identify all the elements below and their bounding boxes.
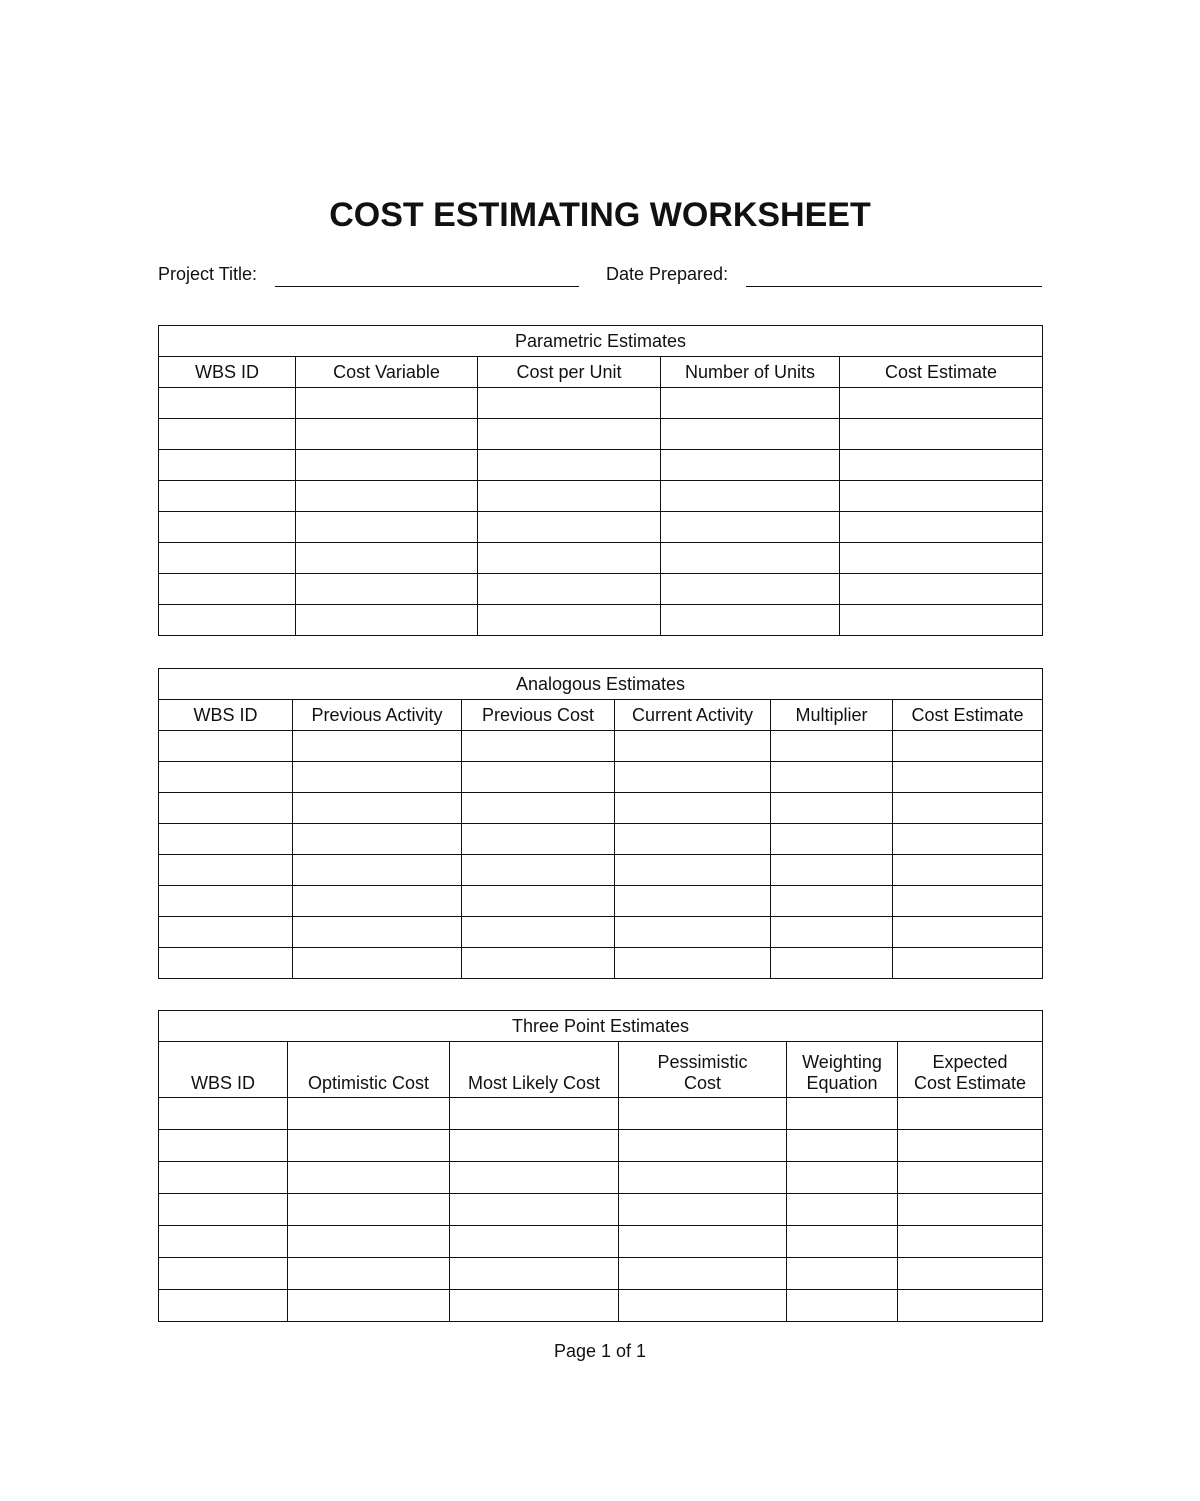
entry-cell[interactable] (478, 543, 661, 574)
column-header: Current Activity (615, 700, 771, 731)
entry-cell[interactable] (159, 855, 293, 886)
entry-cell[interactable] (898, 1226, 1043, 1258)
entry-cell[interactable] (787, 1290, 898, 1322)
entry-cell[interactable] (771, 824, 893, 855)
entry-cell[interactable] (159, 731, 293, 762)
entry-cell[interactable] (293, 948, 462, 979)
entry-cell[interactable] (898, 1098, 1043, 1130)
entry-cell[interactable] (771, 762, 893, 793)
entry-cell[interactable] (288, 1290, 450, 1322)
entry-cell[interactable] (293, 855, 462, 886)
column-header: Previous Cost (462, 700, 615, 731)
project-title-field[interactable] (275, 286, 579, 287)
column-header: Pessimistic Cost (619, 1042, 787, 1098)
entry-cell[interactable] (840, 388, 1043, 419)
entry-cell[interactable] (462, 793, 615, 824)
entry-cell[interactable] (661, 450, 840, 481)
column-header: WBS ID (159, 357, 296, 388)
table-row (159, 512, 1043, 543)
table-row (159, 574, 1043, 605)
date-prepared-field[interactable] (746, 286, 1042, 287)
entry-cell[interactable] (159, 1098, 288, 1130)
entry-cell[interactable] (661, 605, 840, 636)
entry-cell[interactable] (296, 605, 478, 636)
table-row (159, 419, 1043, 450)
entry-cell[interactable] (898, 1290, 1043, 1322)
entry-cell[interactable] (159, 605, 296, 636)
entry-cell[interactable] (478, 512, 661, 543)
entry-cell[interactable] (159, 512, 296, 543)
entry-cell[interactable] (478, 574, 661, 605)
entry-cell[interactable] (159, 762, 293, 793)
entry-cell[interactable] (893, 824, 1043, 855)
table-row (159, 824, 1043, 855)
entry-cell[interactable] (898, 1258, 1043, 1290)
parametric-caption: Parametric Estimates (159, 326, 1043, 357)
entry-cell[interactable] (159, 1130, 288, 1162)
entry-cell[interactable] (771, 886, 893, 917)
column-header: Cost Estimate (840, 357, 1043, 388)
entry-cell[interactable] (661, 481, 840, 512)
entry-cell[interactable] (288, 1130, 450, 1162)
entry-cell[interactable] (159, 1194, 288, 1226)
entry-cell[interactable] (450, 1130, 619, 1162)
entry-cell[interactable] (288, 1098, 450, 1130)
entry-cell[interactable] (619, 1098, 787, 1130)
entry-cell[interactable] (159, 481, 296, 512)
entry-cell[interactable] (462, 948, 615, 979)
analogous-caption: Analogous Estimates (159, 669, 1043, 700)
entry-cell[interactable] (462, 855, 615, 886)
column-header: Cost per Unit (478, 357, 661, 388)
table-row (159, 762, 1043, 793)
entry-cell[interactable] (296, 543, 478, 574)
entry-cell[interactable] (840, 512, 1043, 543)
entry-cell[interactable] (615, 824, 771, 855)
entry-cell[interactable] (840, 543, 1043, 574)
column-header: Weighting Equation (787, 1042, 898, 1098)
entry-cell[interactable] (615, 762, 771, 793)
table-row (159, 605, 1043, 636)
entry-cell[interactable] (296, 574, 478, 605)
entry-cell[interactable] (462, 824, 615, 855)
entry-cell[interactable] (159, 917, 293, 948)
entry-cell[interactable] (619, 1290, 787, 1322)
entry-cell[interactable] (296, 481, 478, 512)
entry-cell[interactable] (288, 1162, 450, 1194)
entry-cell[interactable] (840, 574, 1043, 605)
entry-cell[interactable] (293, 762, 462, 793)
entry-cell[interactable] (840, 450, 1043, 481)
entry-cell[interactable] (661, 512, 840, 543)
entry-cell[interactable] (159, 543, 296, 574)
table-row (159, 1226, 1043, 1258)
table-row (159, 793, 1043, 824)
entry-cell[interactable] (450, 1194, 619, 1226)
entry-cell[interactable] (619, 1194, 787, 1226)
entry-cell[interactable] (615, 948, 771, 979)
entry-cell[interactable] (478, 450, 661, 481)
entry-cell[interactable] (159, 1226, 288, 1258)
entry-cell[interactable] (159, 824, 293, 855)
analogous-estimates-table (158, 668, 1043, 979)
entry-cell[interactable] (159, 388, 296, 419)
entry-cell[interactable] (619, 1130, 787, 1162)
entry-cell[interactable] (159, 574, 296, 605)
table-row (159, 543, 1043, 574)
entry-cell[interactable] (893, 731, 1043, 762)
entry-cell[interactable] (478, 419, 661, 450)
entry-cell[interactable] (619, 1226, 787, 1258)
entry-cell[interactable] (893, 948, 1043, 979)
entry-cell[interactable] (787, 1162, 898, 1194)
table-row (159, 886, 1043, 917)
entry-cell[interactable] (293, 793, 462, 824)
entry-cell[interactable] (893, 886, 1043, 917)
entry-cell[interactable] (293, 824, 462, 855)
page-number: Page 1 of 1 (553, 1341, 647, 1361)
entry-cell[interactable] (288, 1226, 450, 1258)
column-header: Cost Variable (296, 357, 478, 388)
entry-cell[interactable] (462, 762, 615, 793)
table-row (159, 1162, 1043, 1194)
entry-cell[interactable] (296, 512, 478, 543)
entry-cell[interactable] (293, 886, 462, 917)
entry-cell[interactable] (615, 731, 771, 762)
entry-cell[interactable] (159, 450, 296, 481)
entry-cell[interactable] (661, 388, 840, 419)
parametric-estimates-table (158, 325, 1043, 636)
table-row (159, 917, 1043, 948)
entry-cell[interactable] (787, 1098, 898, 1130)
table-row (159, 1098, 1043, 1130)
entry-cell[interactable] (478, 605, 661, 636)
entry-cell[interactable] (787, 1194, 898, 1226)
date-prepared-label: Date Prepared: (606, 264, 729, 284)
column-header: Cost Estimate (893, 700, 1043, 731)
entry-cell[interactable] (898, 1194, 1043, 1226)
entry-cell[interactable] (296, 388, 478, 419)
entry-cell[interactable] (840, 481, 1043, 512)
entry-cell[interactable] (288, 1194, 450, 1226)
column-header: Multiplier (771, 700, 893, 731)
entry-cell[interactable] (450, 1226, 619, 1258)
entry-cell[interactable] (293, 731, 462, 762)
entry-cell[interactable] (898, 1162, 1043, 1194)
column-header: Previous Activity (293, 700, 462, 731)
entry-cell[interactable] (893, 793, 1043, 824)
entry-cell[interactable] (615, 917, 771, 948)
table-row (159, 1258, 1043, 1290)
entry-cell[interactable] (450, 1098, 619, 1130)
entry-cell[interactable] (462, 917, 615, 948)
entry-cell[interactable] (293, 917, 462, 948)
table-row (159, 388, 1043, 419)
entry-cell[interactable] (787, 1258, 898, 1290)
entry-cell[interactable] (787, 1130, 898, 1162)
entry-cell[interactable] (787, 1226, 898, 1258)
project-title-label: Project Title: (158, 264, 258, 284)
table-row (159, 948, 1043, 979)
column-header: Number of Units (661, 357, 840, 388)
entry-cell[interactable] (840, 605, 1043, 636)
entry-cell[interactable] (159, 948, 293, 979)
entry-cell[interactable] (288, 1258, 450, 1290)
entry-cell[interactable] (450, 1290, 619, 1322)
table-row (159, 481, 1043, 512)
entry-cell[interactable] (462, 886, 615, 917)
three-point-caption: Three Point Estimates (159, 1011, 1043, 1042)
entry-cell[interactable] (159, 886, 293, 917)
entry-cell[interactable] (771, 948, 893, 979)
entry-cell[interactable] (159, 1290, 288, 1322)
entry-cell[interactable] (619, 1162, 787, 1194)
entry-cell[interactable] (450, 1162, 619, 1194)
entry-cell[interactable] (159, 1162, 288, 1194)
column-header: Expected Cost Estimate (898, 1042, 1043, 1098)
entry-cell[interactable] (478, 388, 661, 419)
entry-cell[interactable] (840, 419, 1043, 450)
column-header: WBS ID (159, 700, 293, 731)
entry-cell[interactable] (661, 543, 840, 574)
table-row (159, 450, 1043, 481)
entry-cell[interactable] (619, 1258, 787, 1290)
entry-cell[interactable] (462, 731, 615, 762)
entry-cell[interactable] (615, 793, 771, 824)
entry-cell[interactable] (478, 481, 661, 512)
entry-cell[interactable] (159, 1258, 288, 1290)
entry-cell[interactable] (661, 419, 840, 450)
entry-cell[interactable] (615, 855, 771, 886)
entry-cell[interactable] (296, 419, 478, 450)
table-row (159, 855, 1043, 886)
entry-cell[interactable] (296, 450, 478, 481)
entry-cell[interactable] (893, 855, 1043, 886)
entry-cell[interactable] (771, 917, 893, 948)
page-title: COST ESTIMATING WORKSHEET (329, 196, 871, 234)
three-point-estimates-table (158, 1010, 1043, 1322)
entry-cell[interactable] (615, 886, 771, 917)
entry-cell[interactable] (771, 731, 893, 762)
entry-cell[interactable] (893, 762, 1043, 793)
entry-cell[interactable] (771, 793, 893, 824)
entry-cell[interactable] (159, 793, 293, 824)
table-row (159, 1290, 1043, 1322)
entry-cell[interactable] (771, 855, 893, 886)
table-row (159, 1130, 1043, 1162)
column-header: WBS ID (159, 1042, 288, 1098)
entry-cell[interactable] (661, 574, 840, 605)
column-header: Most Likely Cost (450, 1042, 619, 1098)
entry-cell[interactable] (159, 419, 296, 450)
entry-cell[interactable] (898, 1130, 1043, 1162)
table-row (159, 731, 1043, 762)
column-header: Optimistic Cost (288, 1042, 450, 1098)
table-row (159, 1194, 1043, 1226)
entry-cell[interactable] (893, 917, 1043, 948)
entry-cell[interactable] (450, 1258, 619, 1290)
